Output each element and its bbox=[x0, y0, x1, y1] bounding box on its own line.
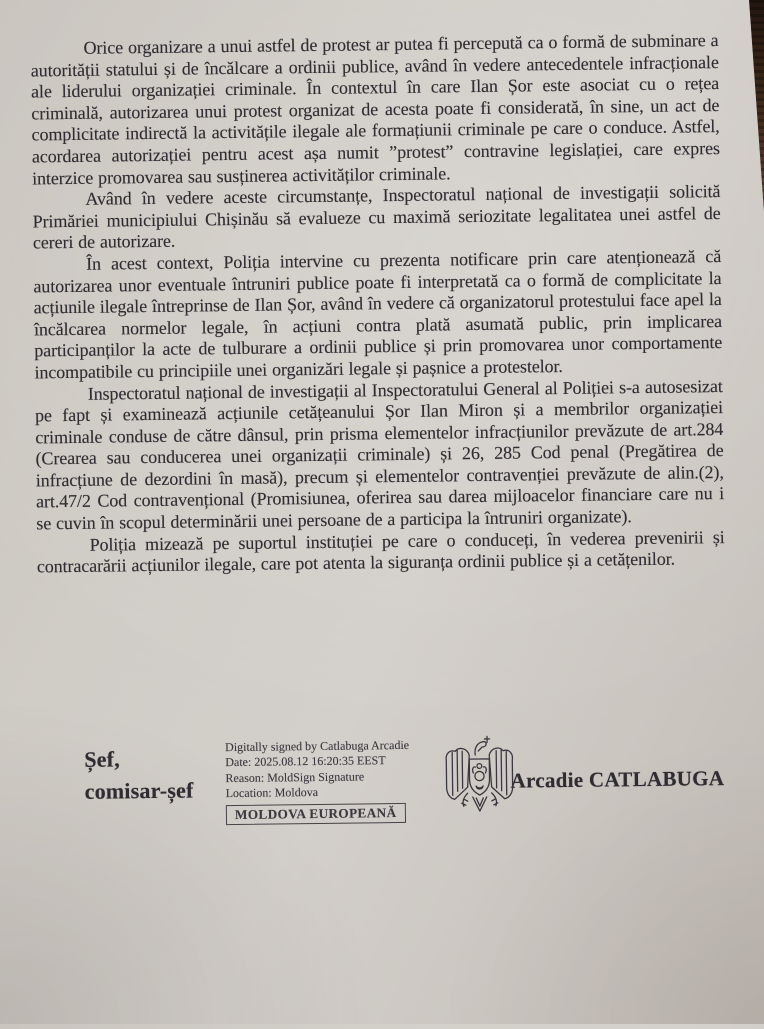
paragraph: Având în vedere aceste circumstanțe, Inspectoratul național de investigații solicită Primăriei municipiului Chișinău să evalueze cu maximă seriozitate legalitatea unei astfel de cereri de autorizare. bbox=[32, 181, 721, 254]
digital-signature-reason: Reason: MoldSign Signature bbox=[225, 768, 445, 786]
paragraph: În acest context, Poliția intervine cu prezenta notificare prin care atenționează că autorizarea unor eventuale întruniri publice poate fi interpretată ca o formă de complicitate la acțiunile ilegale întreprinse de Ilan Șor, având în vedere că organizatorul protestului face apel la încălcarea normelor legale, în acțiuni contra plată asumată public, prin implicarea participanților la acte de tulburare a ordinii publice și prin promovarea unor comportamente incompatibile cu principiile unei organizări legale și pașnice a protestelor. bbox=[33, 246, 723, 384]
signer-name: Arcadie CATLABUGA bbox=[510, 766, 724, 794]
paragraph: Orice organizare a unui astfel de protest ar putea fi percepută ca o formă de subminare a autorității statului și de încălcare a ordinii publice, având în vedere antecedentele infracționale ale liderului organizației criminale. În contextul în care Ilan Șor este asociat cu o rețea criminală, autorizarea unui protest organizat de acesta poate fi considerată, în sine, un act de complicitate indirectă la activitățile ilegale ale formațiunii criminale pe care o conduce. Astfel, acordarea autorizației pentru acest așa numit ”protest” contravine legislației, care expres interzice promovarea sau susținerea activităților criminale. bbox=[30, 30, 720, 190]
digital-signature-date: Date: 2025.08.12 16:20:35 EEST bbox=[225, 753, 445, 771]
signer-title-line2: comisar-șef bbox=[84, 775, 193, 808]
letter-body bbox=[30, 30, 725, 578]
paragraph: Inspectoratul național de investigații al Inspectoratului General al Poliției s-a autosesizat pe fapt și examinează acțiunile cetățeanului Șor Ilan Miron și a membrilor organizației criminale conduse de către dânsul, prin prisma elementelor infracțiunilor prevăzute de art.284 (Crearea sau conducerea unei organizații criminale) și 26, 285 Cod penal (Pregătirea de infracțiune de dezordini în masă), precum și elementelor contravenției prevăzute de alin.(2), art.47/2 Cod contravențional (Promisiunea, oferirea sau darea mijloacelor financiare care nu i se cuvin în scopul determinării unei persoane de a participa la întruniri organizate). bbox=[35, 376, 725, 536]
signer-title bbox=[84, 743, 194, 808]
moldova-europeana-stamp: MOLDOVA EUROPEANĂ bbox=[226, 803, 406, 825]
signer-title-line1: Șef, bbox=[84, 743, 193, 776]
digital-signature-location: Location: Moldova bbox=[226, 783, 446, 801]
digital-signature-stamp bbox=[225, 737, 446, 825]
digital-signature-signed-by: Digitally signed by Catlabuga Arcadie bbox=[225, 737, 445, 755]
paragraph: Poliția mizează pe suportul instituției pe care o conduceți, în vederea prevenirii și contracarării acțiunilor ilegale, care pot atenta la siguranța ordinii publice și a cetățenilor. bbox=[37, 527, 725, 579]
moldova-coat-of-arms-icon bbox=[441, 735, 518, 818]
